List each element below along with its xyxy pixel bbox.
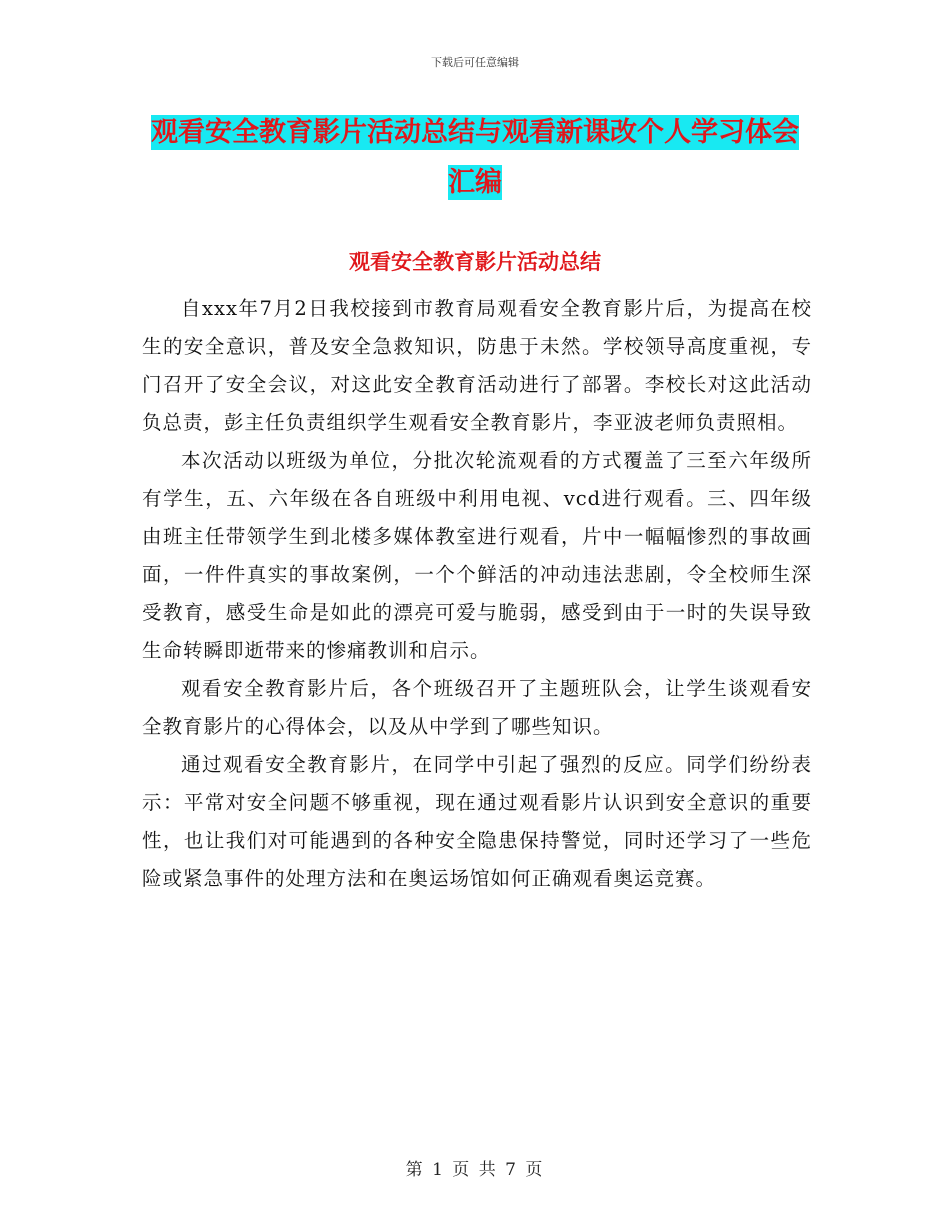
document-title (140, 108, 810, 208)
paragraph-1: 自xxx年7月2日我校接到市教育局观看安全教育影片后，为提高在校生的安全意识，普及安全急救知识，防患于未然。学校领导高度重视，专门召开了安全会议，对这此安全教育活动进行了部署。李校长对这此活动负总责，彭主任负责组织学生观看安全教育影片，李亚波老师负责照相。 (142, 297, 812, 434)
paragraph-2: 本次活动以班级为单位，分批次轮流观看的方式覆盖了三至六年级所有学生，五、六年级在各自班级中利用电视、vcd进行观看。三、四年级由班主任带领学生到北楼多媒体教室进行观看，片中一幅幅惨烈的事故画面，一件件真实的事故案例，一个个鲜活的冲动违法悲剧，令全校师生深受教育，感受生命是如此的漂亮可爱与脆弱，感受到由于一时的失误导致生命转瞬即逝带来的惨痛教训和启示。 (142, 449, 812, 662)
document-body (142, 290, 812, 898)
section-title: 观看安全教育影片活动总结 (349, 249, 601, 274)
paragraph-4: 通过观看安全教育影片，在同学中引起了强烈的反应。同学们纷纷表示：平常对安全问题不够重视，现在通过观看影片认识到安全意识的重要性，也让我们对可能遇到的各种安全隐患保持警觉，同时还学习了一些危险或紧急事件的处理方法和在奥运场馆如何正确观看奥运竞赛。 (142, 753, 812, 890)
header-note: 下载后可任意编辑 (431, 56, 519, 69)
paragraph-3: 观看安全教育影片后，各个班级召开了主题班队会，让学生谈观看安全教育影片的心得体会，以及从中学到了哪些知识。 (142, 677, 812, 738)
document-title-text: 观看安全教育影片活动总结与观看新课改个人学习体会汇编 (151, 117, 799, 198)
page-footer: 第 1 页 共 7 页 (405, 1160, 545, 1180)
